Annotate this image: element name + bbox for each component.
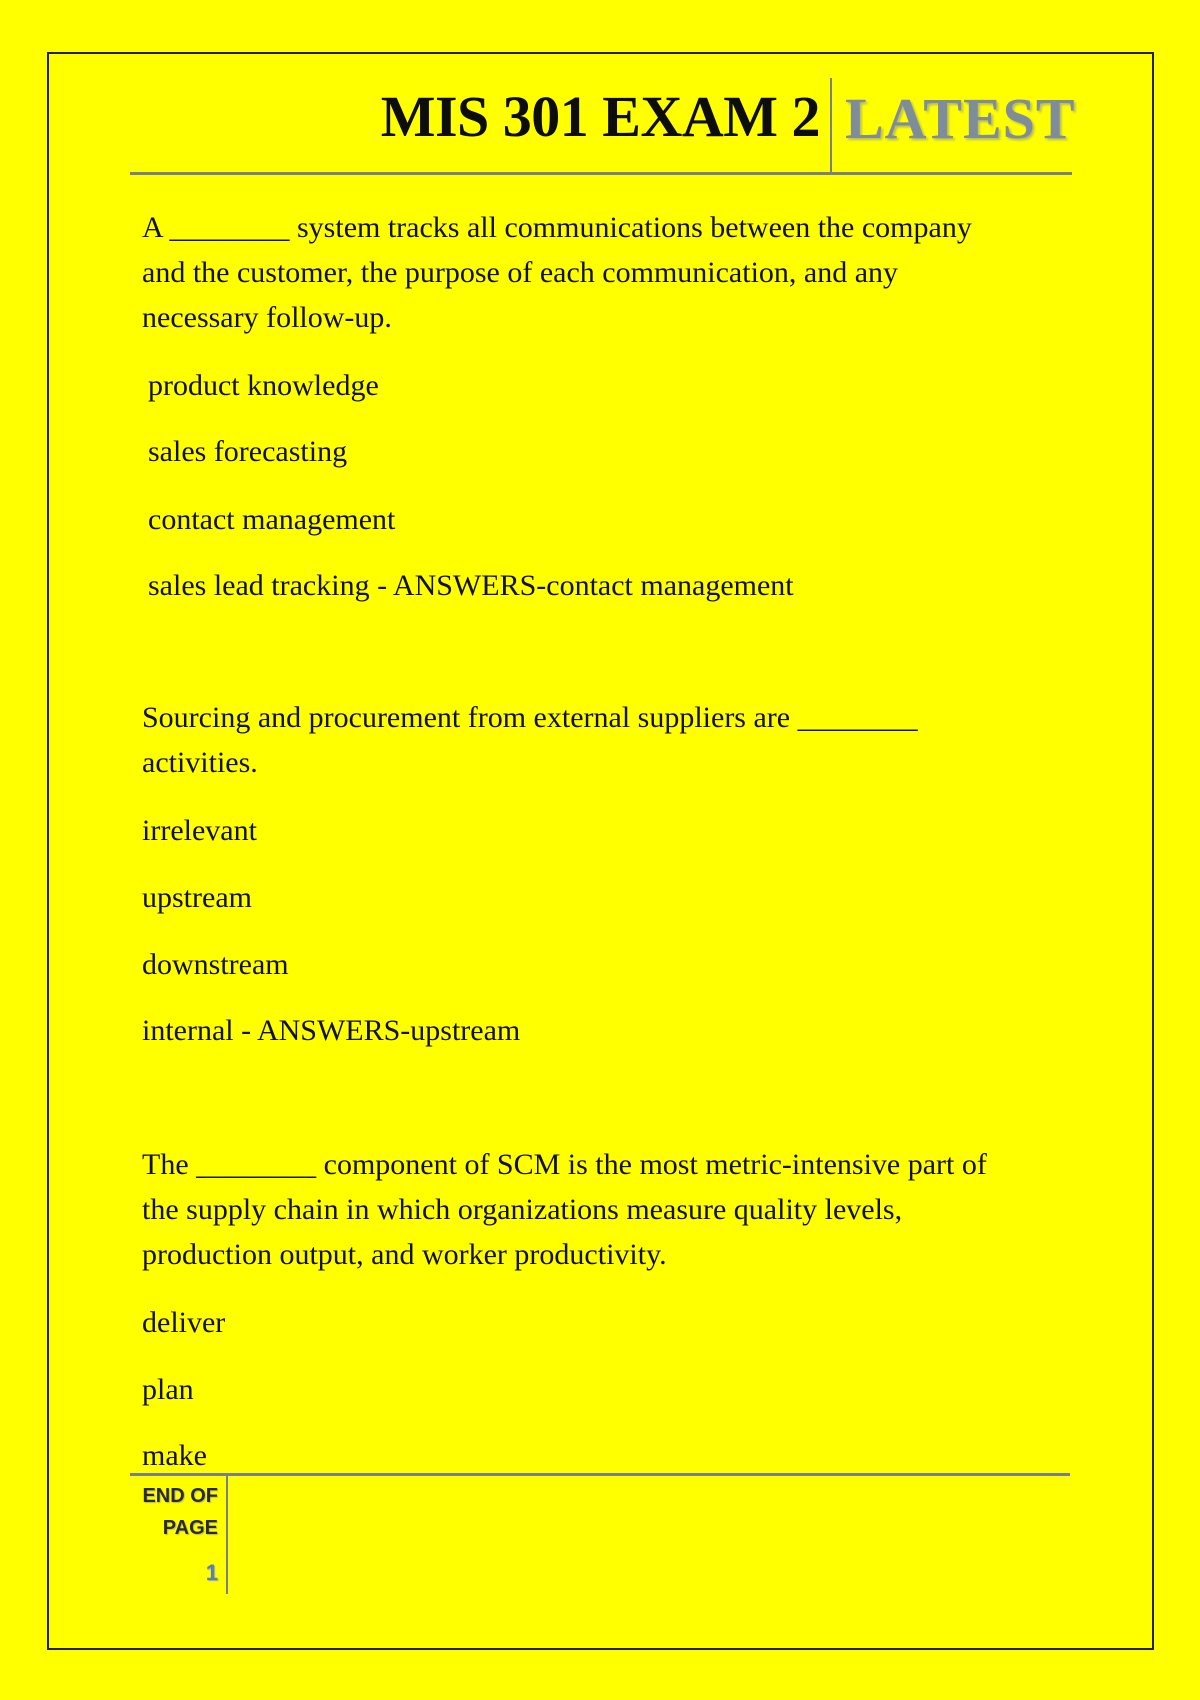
question-stem-line: production output, and worker productivity. [142,1238,667,1271]
answer-option-with-answer: internal - ANSWERS-upstream [142,1014,521,1047]
answer-option: downstream [142,948,289,981]
answer-option-with-answer: sales lead tracking - ANSWERS-contact management [148,569,794,602]
question-1-stem [142,205,1042,340]
document-title: MIS 301 EXAM 2 [380,84,820,149]
header-divider [830,78,832,172]
footer-rule [130,1473,1070,1476]
end-of-page-label: END OF [142,1485,218,1507]
question-stem-line: and the customer, the purpose of each communication, and any [142,256,899,289]
answer-option: sales forecasting [148,435,348,468]
question-stem-line: A ________ system tracks all communications between the company [142,211,972,244]
question-2-stem [142,695,1042,785]
question-stem-line: the supply chain in which organizations measure quality levels, [142,1193,903,1226]
end-of-page-label: PAGE [162,1517,218,1539]
answer-option: upstream [142,881,252,914]
question-stem-line: necessary follow-up. [142,301,392,334]
answer-option: contact management [148,503,396,536]
header-rule [130,172,1072,175]
question-stem-line: The ________ component of SCM is the most metric-intensive part of [142,1148,987,1181]
answer-option: plan [142,1373,194,1406]
answer-option: irrelevant [142,814,257,847]
question-stem-line: Sourcing and procurement from external suppliers are ________ [142,701,918,734]
answer-option: deliver [142,1306,226,1339]
answer-option: product knowledge [148,369,379,402]
answer-option: make [142,1439,207,1472]
footer-divider [226,1476,228,1594]
latest-badge: LATEST [845,86,1076,151]
page-number: 1 [205,1560,218,1585]
question-stem-line: activities. [142,746,258,779]
question-3-stem [142,1142,1052,1277]
